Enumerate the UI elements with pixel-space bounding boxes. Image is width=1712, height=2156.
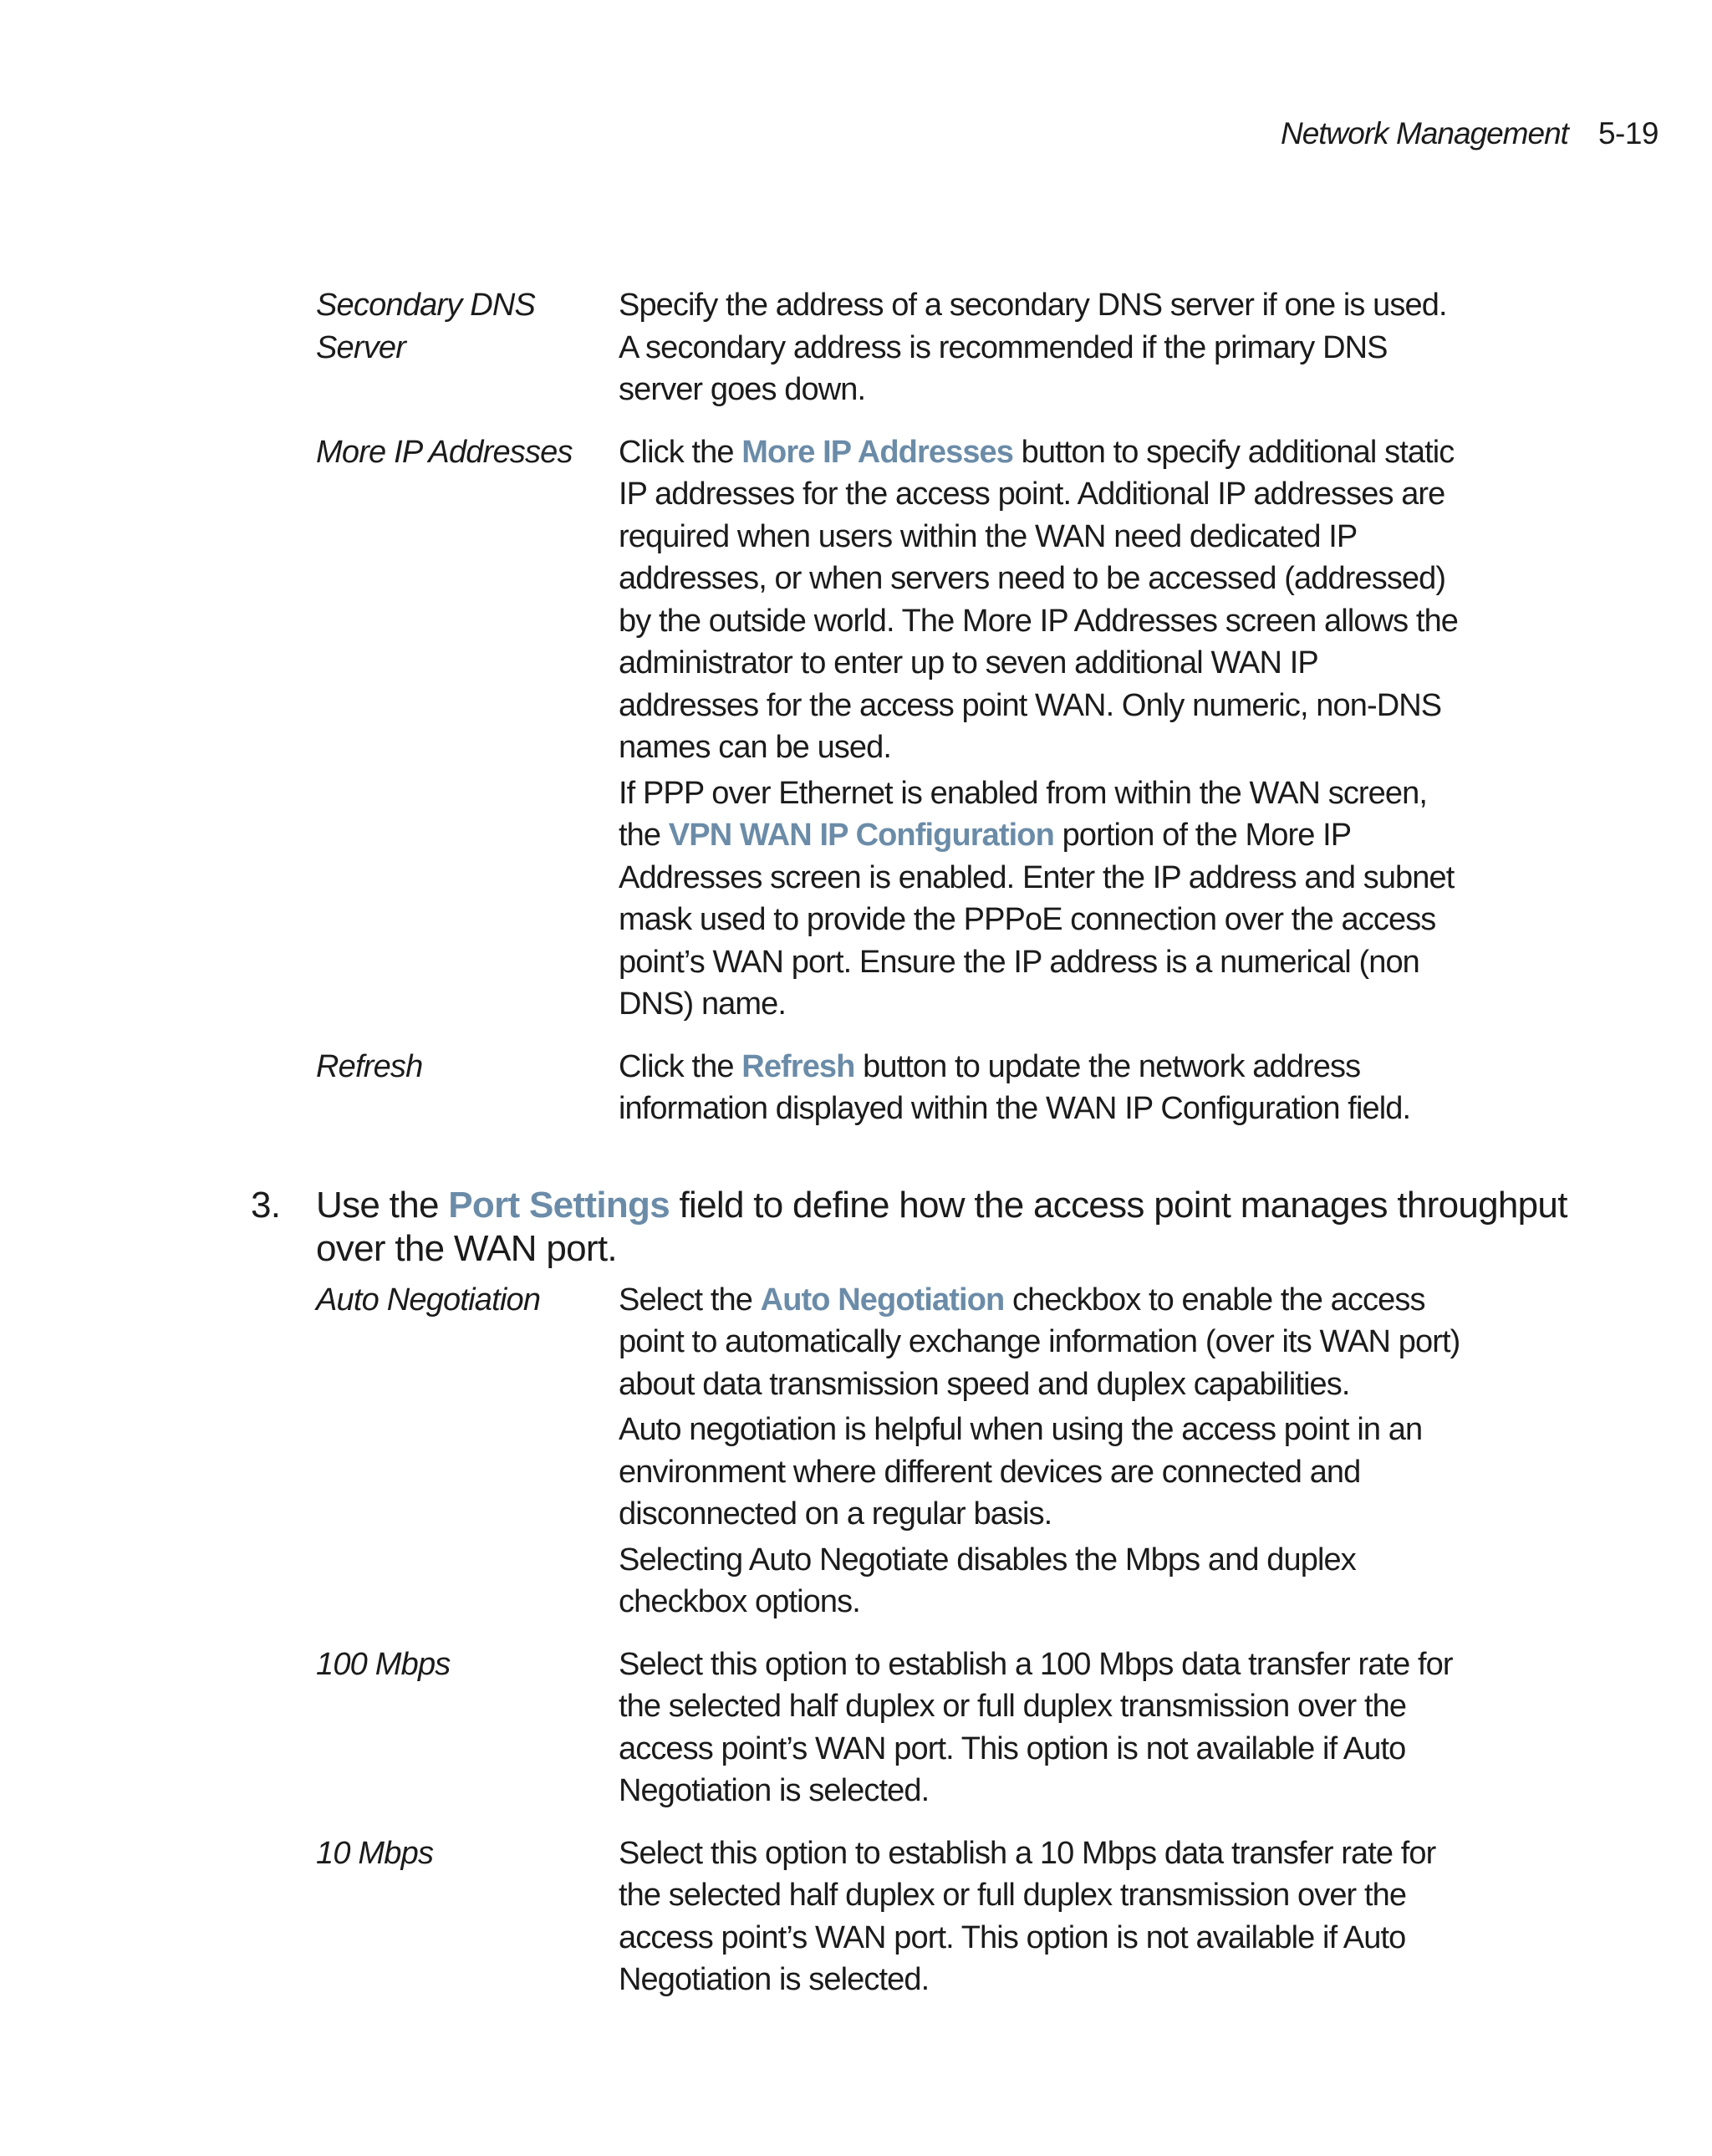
description-paragraph: Click the Refresh button to update the network address information displayed within the WAN IP Configuration field. <box>619 1048 1411 1126</box>
ui-keyword-port-settings: Port Settings <box>448 1184 670 1226</box>
definition-description <box>619 1279 1463 1623</box>
description-paragraph: Select the Auto Negotiation checkbox to enable the access point to automatically exchange information (over its WAN port) about data transmission speed and duplex capabilities. <box>619 1282 1460 1402</box>
definition-description <box>619 431 1463 1026</box>
definition-term: Auto Negotiation <box>316 1282 541 1318</box>
ui-keyword-vpn-wan-ip-configuration: VPN WAN IP Configuration <box>668 818 1054 853</box>
description-paragraph: Select this option to establish a 10 Mbps data transfer rate for the selected half duplex or full duplex transmission over the access point’s WAN port. This option is not available if Auto Negotiation is selected. <box>619 1835 1436 1997</box>
definition-term: More IP Addresses <box>316 434 573 470</box>
definition-list-wan-ip <box>316 284 1553 1130</box>
description-paragraph: Select this option to establish a 100 Mbps data transfer rate for the selected half duplex or full duplex transmission over the access point’s WAN port. This option is not available if Auto Negotiation is selected. <box>619 1646 1453 1808</box>
ui-keyword-auto-negotiation: Auto Negotiation <box>760 1282 1005 1318</box>
definition-term: Refresh <box>316 1048 423 1084</box>
definition-row-refresh <box>316 1046 1553 1130</box>
definition-description <box>619 284 1463 411</box>
definition-row-secondary-dns-server <box>316 284 1553 411</box>
page-content <box>251 284 1567 2021</box>
step-number: 3. <box>251 1184 281 1226</box>
definition-row-10-mbps <box>316 1832 1553 2001</box>
definition-term: 100 Mbps <box>316 1646 451 1682</box>
page-number: 5-19 <box>1597 116 1658 150</box>
definition-description <box>619 1046 1463 1130</box>
step-text: Use the Port Settings field to define how the access point manages throughput over the WAN port. <box>316 1184 1567 1269</box>
page-header <box>1281 112 1658 155</box>
description-paragraph: Selecting Auto Negotiate disables the Mbps and duplex checkbox options. <box>619 1542 1356 1619</box>
chapter-title: Network Management <box>1280 116 1568 150</box>
definition-row-100-mbps <box>316 1644 1553 1812</box>
definition-term: 10 Mbps <box>316 1835 434 1871</box>
ui-keyword-refresh: Refresh <box>741 1048 855 1084</box>
description-paragraph: Specify the address of a secondary DNS server if one is used. A secondary address is recommended if the primary DNS server goes down. <box>619 288 1447 407</box>
definition-row-auto-negotiation <box>316 1279 1553 1623</box>
description-paragraph: If PPP over Ethernet is enabled from within the WAN screen, the VPN WAN IP Configuration portion of the More IP Addresses screen is enabled. Enter the IP address and subnet mask used to provide the PPPoE connection over the access point’s WAN port. Ensure the IP address is a numerical (non DNS) name. <box>619 775 1455 1022</box>
ui-keyword-more-ip-addresses: More IP Addresses <box>741 434 1014 470</box>
definition-row-more-ip-addresses <box>316 431 1553 1026</box>
description-paragraph: Auto negotiation is helpful when using the access point in an environment where different devices are connected and disconnected on a regular basis. <box>619 1412 1423 1532</box>
definition-list-port-settings <box>316 1279 1553 2001</box>
description-paragraph: Click the More IP Addresses button to specify additional static IP addresses for the access point. Additional IP addresses are required when users within the WAN need dedicated IP addresses, or when servers need to be accessed (addressed) by the outside world. The More IP Addresses screen allows the administrator to enter up to seven additional WAN IP addresses for the access point WAN. Only numeric, non-DNS names can be used. <box>619 434 1459 765</box>
definition-description <box>619 1832 1463 2001</box>
definition-term: Secondary DNS Server <box>316 288 536 365</box>
definition-description <box>619 1644 1463 1812</box>
step-3 <box>251 1184 1570 1271</box>
